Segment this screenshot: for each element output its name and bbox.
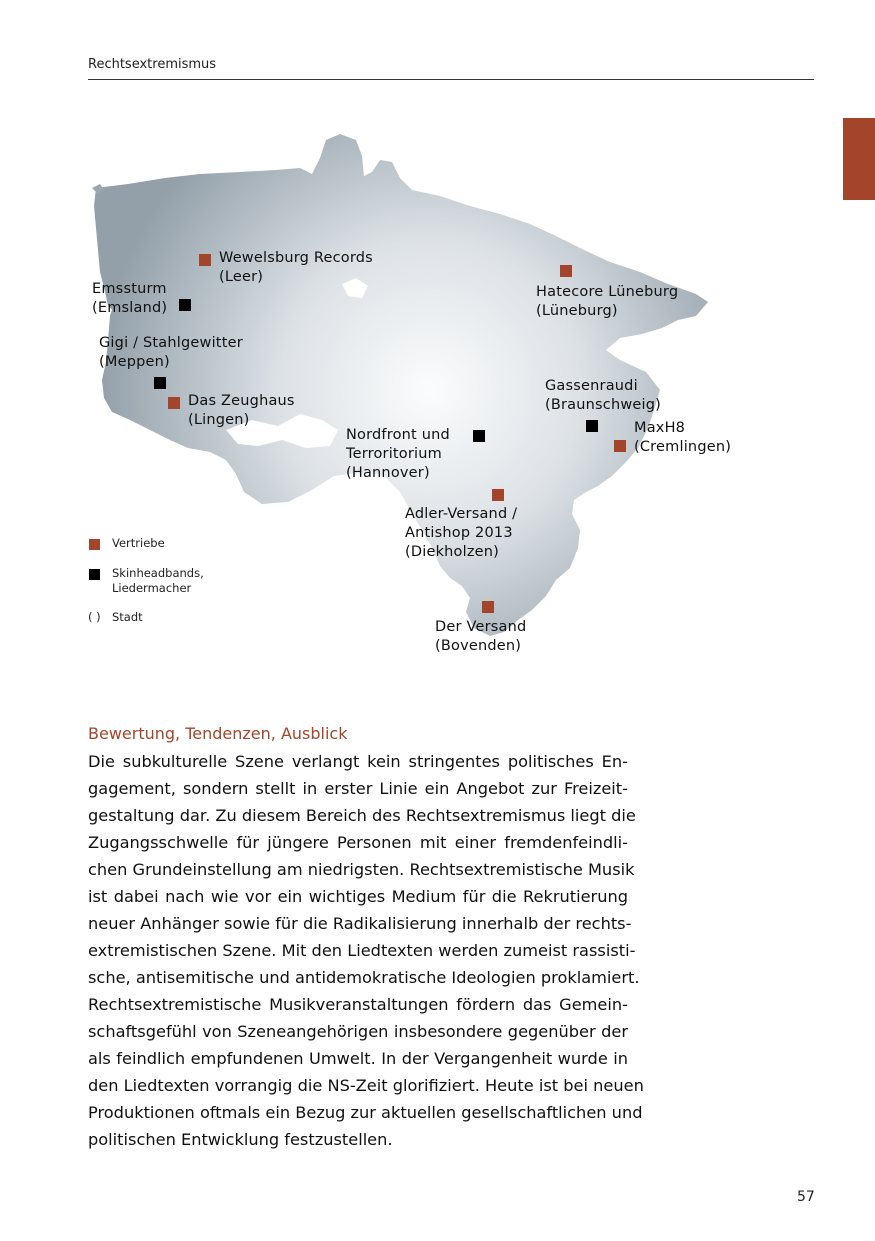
marker-emssturm	[179, 299, 191, 311]
label-derversand: Der Versand (Bovenden)	[435, 619, 527, 654]
body-line: Rechtsextremistische Musikveranstaltungen fördern das Gemein-	[88, 995, 628, 1014]
body-line: sche, antisemitische und antidemokratische Ideologien proklamiert.	[88, 968, 640, 987]
label-wewelsburg: Wewelsburg Records (Leer)	[219, 250, 373, 285]
legend-skinhead-swatch	[89, 569, 100, 580]
legend-stadt-symbol: ( )	[88, 610, 101, 624]
label-adler: Adler-Versand / Antishop 2013 (Diekholzen)	[405, 506, 518, 560]
marker-adler	[492, 489, 504, 501]
marker-derversand	[482, 601, 494, 613]
label-maxh8: MaxH8 (Cremlingen)	[634, 420, 732, 455]
body-paragraph	[88, 748, 644, 1153]
section-heading: Bewertung, Tendenzen, Ausblick	[88, 724, 348, 743]
page-number: 57	[797, 1189, 815, 1205]
running-title: Rechtsextremismus	[88, 57, 217, 72]
legend-stadt: Stadt	[112, 610, 143, 624]
marker-maxh8	[614, 440, 626, 452]
body-line: politischen Entwicklung festzustellen.	[88, 1130, 393, 1149]
body-line: den Liedtexten vorrangig die NS-Zeit glorifiziert. Heute ist bei neuen	[88, 1076, 644, 1095]
body-line: neuer Anhänger sowie für die Radikalisierung innerhalb der rechts-	[88, 914, 632, 933]
body-line: Produktionen oftmals ein Bezug zur aktuellen gesellschaftlichen und	[88, 1103, 643, 1122]
marker-nordfront	[473, 430, 485, 442]
body-line: gagement, sondern stellt in erster Linie ein Angebot zur Freizeit-	[88, 779, 628, 798]
legend-skinhead: Skinheadbands, Liedermacher	[112, 566, 204, 595]
label-zeughaus: Das Zeughaus (Lingen)	[188, 393, 295, 428]
legend-vertriebe-swatch	[89, 539, 100, 550]
body-line: extremistischen Szene. Mit den Liedtexten werden zumeist rassisti-	[88, 941, 636, 960]
body-line: schaftsgefühl von Szeneangehörigen insbesondere gegenüber der	[88, 1022, 628, 1041]
label-gassenraudi: Gassenraudi (Braunschweig)	[545, 378, 662, 413]
body-line: ist dabei nach wie vor ein wichtiges Medium für die Rekrutierung	[88, 887, 628, 906]
label-emssturm: Emssturm (Emsland)	[92, 281, 168, 316]
body-line: Die subkulturelle Szene verlangt kein stringentes politisches En-	[88, 752, 628, 771]
marker-wewelsburg	[199, 254, 211, 266]
marker-hatecore	[560, 265, 572, 277]
body-line: gestaltung dar. Zu diesem Bereich des Rechtsextremismus liegt die	[88, 806, 636, 825]
label-nordfront: Nordfront und Terroritorium (Hannover)	[346, 427, 450, 481]
body-line: als feindlich empfundenen Umwelt. In der Vergangenheit wurde in	[88, 1049, 628, 1068]
body-line: chen Grundeinstellung am niedrigsten. Rechtsextremistische Musik	[88, 860, 635, 879]
marker-gassenraudi	[586, 420, 598, 432]
legend-vertriebe: Vertriebe	[112, 536, 165, 550]
label-hatecore: Hatecore Lüneburg (Lüneburg)	[536, 284, 679, 319]
marker-zeughaus	[168, 397, 180, 409]
body-line: Zugangsschwelle für jüngere Personen mit einer fremdenfeindli-	[88, 833, 628, 852]
label-gigi: Gigi / Stahlgewitter (Meppen)	[99, 335, 243, 370]
marker-gigi	[154, 377, 166, 389]
